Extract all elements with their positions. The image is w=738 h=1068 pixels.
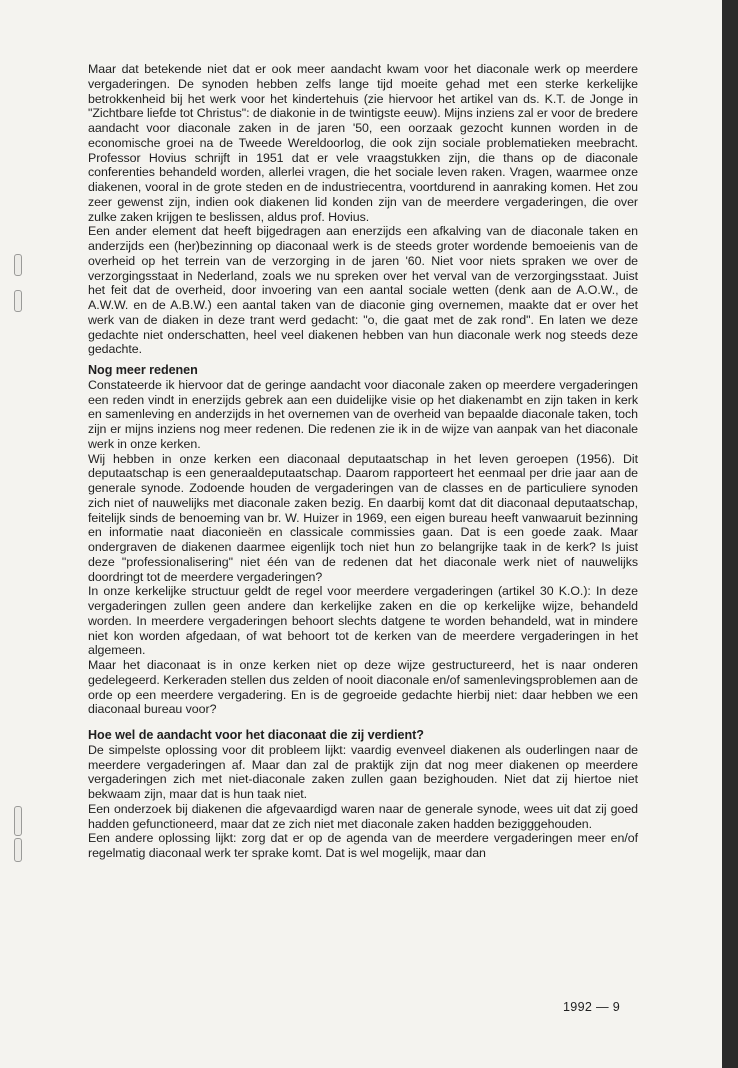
page-number: 1992 — 9 (563, 1000, 621, 1014)
paragraph: Maar het diaconaat is in onze kerken niet op deze wijze gestructureerd, het is naar onderen gedelegeerd. Kerkeraden stellen dus zelden of nooit diaconale en/of samenlevingsproblemen aan de orde op een meerdere vergadering. En is de gegroeide gedachte hierbij niet: daar hebben we een diaconaal bureau voor? (88, 658, 638, 717)
paragraph: Een ander element dat heeft bijgedragen aan enerzijds een afkalving van de diaconale taken en anderzijds een (her)bezinning op diaconaal werk is de steeds groter wordende bemoeienis van de overheid op het terrein van de verzorging in de jaren '60. Niet voor niets spraken we over de verzorgingsstaat in Nederland, zoals we nu spreken over het verval van de verzorgingsstaat. Juist het feit dat de overheid, door invoering van een aantal sociale wetten (denk aan de A.O.W., de A.W.W. en de A.B.W.) een aantal taken van de diaconie ging overnemen, maakte dat er over het werk van de diaken in deze trant werd gedacht: "o, die gaat met de zak rond". En laten we deze gedachte niet onderschatten, heel veel diakenen hebben van hun diaconale werk nog steeds deze gedachte. (88, 224, 638, 357)
section-heading: Nog meer redenen (88, 363, 198, 377)
page-edge-shadow (722, 0, 738, 1068)
paragraph: In onze kerkelijke structuur geldt de regel voor meerdere vergaderingen (artikel 30 K.O.): In deze vergaderingen zullen geen andere dan kerkelijke zaken en die op kerkelijke wijze, behandeld worden. In meerdere vergaderingen behoort slechts datgene te worden behandeld, wat in mindere niet kon worden afgedaan, of wat behoort tot de kerken van de meerdere vergaderingen in het algemeen. (88, 584, 638, 658)
binder-hole-mark (14, 838, 22, 862)
paragraph: Wij hebben in onze kerken een diaconaal deputaatschap in het leven geroepen (1956). Dit deputaatschap is een generaaldeputaatschap. Daarom rapporteert het eenmaal per drie jaar aan de generale synode. Zodoende houden de vergaderingen van de classes en de particuliere synoden zich niet of nauwelijks met diaconale zaken bezig. En daarbij komt dat dit diaconaal deputaatschap, feitelijk sinds de benoeming van br. W. Huizer in 1969, een eigen bureau heeft vanwaaruit bezinning en informatie naat diaconieën en classicale commissies gaan. Dat is een goede zaak. Maar ondergraven de diakenen daarmee eigenlijk toch niet hun zo belangrijke taak in de kerk? Is juist deze "professionalisering" niet één van de redenen dat het diaconale werk niet of nauwelijks doordringt tot de meerdere vergaderingen? (88, 451, 638, 584)
binder-hole-mark (14, 290, 22, 312)
paragraph: De simpelste oplossing voor dit probleem lijkt: vaardig evenveel diakenen als ouderlingen naar de meerdere vergaderingen af. Maar dan zal de praktijk zijn dat nog meer diakenen op meerdere vergaderingen zich met niet-diaconale zaken zullen gaan bezighouden. Niet dat zij hiertoe niet bekwaam zijn, maar dat is hun taak niet. (88, 742, 638, 801)
section-heading: Hoe wel de aandacht voor het diaconaat die zij verdient? (88, 728, 424, 742)
paragraph: Maar dat betekende niet dat er ook meer aandacht kwam voor het diaconale werk op meerdere vergaderingen. De synoden hebben zelfs lange tijd moeite gehad met een sterke kerkelijke betrokkenheid bij het werk voor het kindertehuis (zie hiervoor het artikel van ds. K.T. de Jonge in "Zichtbare liefde tot Christus": de diakonie in de twintigste eeuw). Mijns inziens zal er voor de bredere aandacht voor diaconale zaken in de jaren '50, een oorzaak gezocht kunnen worden in de economische groei na de Tweede Wereldoorlog, die ook zijn sociale problematieken meebracht. Professor Hovius schrijft in 1951 dat er vele vraagstukken zijn, die thans op de diaconale conferenties behandeld worden, allerlei vragen, die het sociale leven raken. Vragen, waarmee onze diakenen, vooral in de grote steden en de industriecentra, voortdurend in aanraking komen. Het zou zeer gewenst zijn, indien ook diakenen lid konden zijn van de meerdere vergaderingen, die over zulke zaken krijgen te beslissen, aldus prof. Hovius. (88, 62, 638, 224)
binder-hole-mark (14, 254, 22, 276)
paragraph: Een andere oplossing lijkt: zorg dat er op de agenda van de meerdere vergaderingen meer en/of regelmatig diaconaal werk ter sprake komt. Dat is wel mogelijk, maar dan (88, 831, 638, 860)
binder-hole-mark (14, 806, 22, 836)
paragraph: Een onderzoek bij diakenen die afgevaardigd waren naar de generale synode, wees uit dat zij goed hadden gefunctioneerd, maar dat ze zich niet met diaconale zaken hadden bezigggehouden. (88, 801, 638, 831)
article-body (88, 62, 638, 861)
paragraph: Constateerde ik hiervoor dat de geringe aandacht voor diaconale zaken op meerdere vergaderingen een reden vindt in enerzijds gebrek aan een duidelijke visie op het diakenambt en zijn taken in kerk en samenleving en anderzijds in het overnemen van de overheid van bepaalde diaconale taken, toch zijn er mijns inziens nog meer redenen. Die redenen zie ik in de wijze van aanpak van het diaconale werk in onze kerken. (88, 377, 638, 451)
